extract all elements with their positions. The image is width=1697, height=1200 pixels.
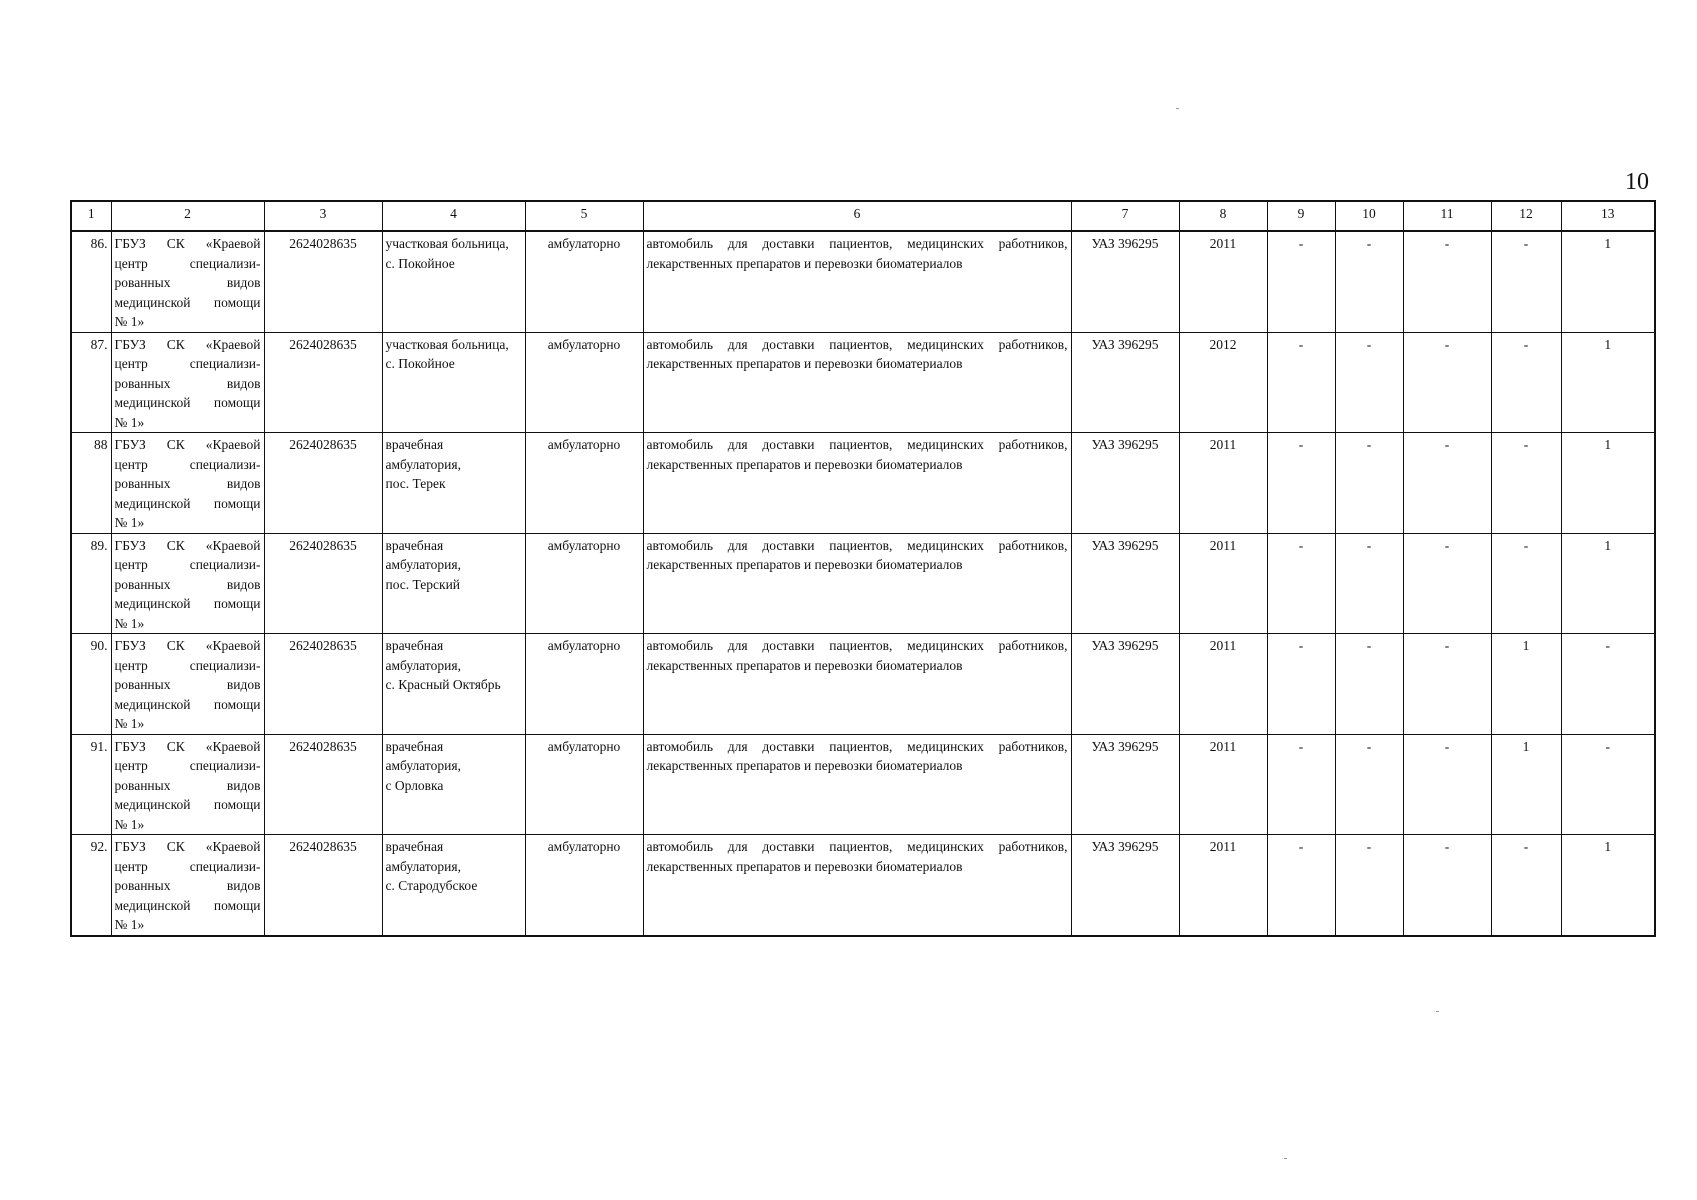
column-header: 2 [111,201,264,231]
table-row [71,332,1655,433]
org-line: центр специализи- [114,557,261,572]
year-cell: 2011 [1179,231,1267,332]
org-line: центр специализи- [114,255,261,271]
org-line: рованных видов [114,878,261,893]
location-line: врачебная [385,638,444,653]
vehicle-model-cell: УАЗ 396295 [1071,734,1179,835]
location-line: с. Стародубское [385,878,478,893]
purpose-line: лекарственных препаратов и перевозки биоматериалов [646,456,963,472]
vehicle-model-cell: УАЗ 396295 [1071,231,1179,332]
value-cell: - [1403,231,1491,332]
purpose-line: лекарственных препаратов и перевозки биоматериалов [646,657,963,673]
scan-speck [1284,1158,1287,1159]
row-number: 92. [71,835,111,936]
value-cell: - [1335,231,1403,332]
org-line: ГБУЗ СК «Краевой [114,236,261,251]
location-line: участковая больница, [385,336,509,352]
value-cell: - [1267,533,1335,634]
value-cell: 1 [1561,835,1655,936]
value-cell: - [1403,634,1491,735]
value-cell: - [1491,835,1561,936]
value-cell: 1 [1561,231,1655,332]
org-line: медицинской помощи [114,897,261,913]
year-cell: 2011 [1179,634,1267,735]
org-line: центр специализи- [114,858,261,874]
value-cell: - [1267,231,1335,332]
column-header: 10 [1335,201,1403,231]
purpose-line: автомобиль для доставки пациентов, медицинских работников, [646,839,1068,854]
value-cell: - [1335,634,1403,735]
location-cell [382,433,525,534]
purpose-cell [643,835,1071,936]
inn-cell: 2624028635 [264,231,382,332]
vehicle-model-cell: УАЗ 396295 [1071,533,1179,634]
org-line: ГБУЗ СК «Краевой [114,738,261,754]
year-cell: 2011 [1179,433,1267,534]
purpose-line: лекарственных препаратов и перевозки биоматериалов [646,557,963,572]
scan-speck [1436,1011,1439,1012]
location-line: участковая больница, [385,236,509,251]
location-line: пос. Терек [385,476,446,491]
purpose-line: автомобиль для доставки пациентов, медицинских работников, [646,738,1068,754]
org-line: рованных видов [114,677,261,692]
location-cell [382,533,525,634]
care-mode-cell: амбулаторно [525,433,643,534]
location-line: пос. Терский [385,576,461,592]
year-cell: 2011 [1179,835,1267,936]
org-line: медицинской помощи [114,596,261,611]
purpose-cell [643,433,1071,534]
purpose-cell [643,634,1071,735]
organization-cell [111,533,264,634]
purpose-line: лекарственных препаратов и перевозки биоматериалов [646,356,963,371]
column-header: 12 [1491,201,1561,231]
purpose-cell [643,533,1071,634]
value-cell: - [1561,734,1655,835]
location-line: с. Красный Октябрь [385,677,501,692]
value-cell: - [1403,332,1491,433]
org-line: ГБУЗ СК «Краевой [114,537,261,553]
value-cell: 1 [1491,734,1561,835]
org-line: центр специализи- [114,657,261,673]
column-header: 6 [643,201,1071,231]
value-cell: - [1335,433,1403,534]
care-mode-cell: амбулаторно [525,734,643,835]
location-line: врачебная [385,437,444,452]
column-header: 7 [1071,201,1179,231]
page-number: 10 [1625,169,1649,195]
value-cell: - [1403,433,1491,534]
value-cell: - [1335,734,1403,835]
row-number: 88 [71,433,111,534]
year-cell: 2012 [1179,332,1267,433]
org-line: медицинской помощи [114,294,261,310]
org-line: рованных видов [114,275,261,290]
location-line: врачебная [385,537,444,553]
vehicle-model-cell: УАЗ 396295 [1071,835,1179,936]
vehicle-model-cell: УАЗ 396295 [1071,332,1179,433]
value-cell: - [1403,835,1491,936]
location-line: амбулатория, [385,758,461,773]
org-line: центр специализи- [114,356,261,371]
care-mode-cell: амбулаторно [525,332,643,433]
org-line: № 1» [114,414,145,430]
value-cell: - [1267,734,1335,835]
value-cell: 1 [1561,533,1655,634]
column-header: 4 [382,201,525,231]
value-cell: - [1335,533,1403,634]
organization-cell [111,634,264,735]
purpose-line: автомобиль для доставки пациентов, медицинских работников, [646,236,1068,251]
care-mode-cell: амбулаторно [525,634,643,735]
inn-cell: 2624028635 [264,533,382,634]
purpose-cell [643,332,1071,433]
purpose-line: автомобиль для доставки пациентов, медицинских работников, [646,537,1068,553]
location-line: с. Покойное [385,255,455,271]
purpose-line: лекарственных препаратов и перевозки биоматериалов [646,858,963,874]
location-line: с. Покойное [385,356,455,371]
column-header: 9 [1267,201,1335,231]
care-mode-cell: амбулаторно [525,533,643,634]
year-cell: 2011 [1179,734,1267,835]
value-cell: - [1491,533,1561,634]
purpose-cell [643,231,1071,332]
inn-cell: 2624028635 [264,332,382,433]
org-line: № 1» [114,314,145,329]
care-mode-cell: амбулаторно [525,835,643,936]
purpose-line: лекарственных препаратов и перевозки биоматериалов [646,255,963,271]
location-line: амбулатория, [385,657,461,673]
location-line: врачебная [385,738,444,754]
purpose-line: автомобиль для доставки пациентов, медицинских работников, [646,437,1068,452]
table-row [71,634,1655,735]
value-cell: - [1335,835,1403,936]
table-row [71,835,1655,936]
org-line: центр специализи- [114,456,261,472]
vehicle-model-cell: УАЗ 396295 [1071,634,1179,735]
location-line: амбулатория, [385,557,461,572]
vehicle-model-cell: УАЗ 396295 [1071,433,1179,534]
vehicle-registry-table [70,200,1656,937]
org-line: рованных видов [114,375,261,391]
row-number: 89. [71,533,111,634]
value-cell: - [1267,332,1335,433]
column-header: 11 [1403,201,1491,231]
org-line: № 1» [114,515,145,530]
value-cell: 1 [1491,634,1561,735]
organization-cell [111,734,264,835]
column-header: 3 [264,201,382,231]
inn-cell: 2624028635 [264,634,382,735]
purpose-line: лекарственных препаратов и перевозки биоматериалов [646,758,963,773]
location-cell [382,634,525,735]
value-cell: - [1267,634,1335,735]
location-line: амбулатория, [385,858,461,874]
value-cell: - [1267,433,1335,534]
table-row [71,231,1655,332]
value-cell: - [1403,533,1491,634]
value-cell: - [1267,835,1335,936]
organization-cell [111,332,264,433]
location-cell [382,734,525,835]
inn-cell: 2624028635 [264,835,382,936]
location-line: амбулатория, [385,456,461,472]
table-row [71,533,1655,634]
purpose-line: автомобиль для доставки пациентов, медицинских работников, [646,336,1068,352]
location-cell [382,231,525,332]
org-line: ГБУЗ СК «Краевой [114,638,261,653]
value-cell: - [1491,332,1561,433]
value-cell: - [1335,332,1403,433]
org-line: ГБУЗ СК «Краевой [114,336,261,352]
year-cell: 2011 [1179,533,1267,634]
table-row [71,433,1655,534]
inn-cell: 2624028635 [264,433,382,534]
column-number-row [71,201,1655,231]
column-header: 13 [1561,201,1655,231]
row-number: 90. [71,634,111,735]
organization-cell [111,835,264,936]
organization-cell [111,231,264,332]
org-line: рованных видов [114,476,261,491]
org-line: медицинской помощи [114,696,261,712]
value-cell: - [1491,433,1561,534]
location-line: врачебная [385,839,444,854]
org-line: № 1» [114,615,145,631]
org-line: рованных видов [114,777,261,793]
org-line: № 1» [114,716,145,731]
org-line: № 1» [114,816,145,832]
org-line: рованных видов [114,576,261,592]
value-cell: 1 [1561,332,1655,433]
row-number: 91. [71,734,111,835]
table-row [71,734,1655,835]
inn-cell: 2624028635 [264,734,382,835]
value-cell: - [1561,634,1655,735]
organization-cell [111,433,264,534]
column-header: 1 [71,201,111,231]
location-line: с Орловка [385,777,444,793]
purpose-line: автомобиль для доставки пациентов, медицинских работников, [646,638,1068,653]
org-line: № 1» [114,917,145,932]
org-line: ГБУЗ СК «Краевой [114,437,261,452]
org-line: центр специализи- [114,758,261,773]
value-cell: - [1491,231,1561,332]
value-cell: - [1403,734,1491,835]
care-mode-cell: амбулаторно [525,231,643,332]
location-cell [382,332,525,433]
org-line: медицинской помощи [114,395,261,410]
location-cell [382,835,525,936]
org-line: медицинской помощи [114,495,261,511]
row-number: 87. [71,332,111,433]
value-cell: 1 [1561,433,1655,534]
row-number: 86. [71,231,111,332]
scan-speck [1176,108,1179,109]
purpose-cell [643,734,1071,835]
org-line: медицинской помощи [114,797,261,812]
column-header: 5 [525,201,643,231]
org-line: ГБУЗ СК «Краевой [114,839,261,854]
column-header: 8 [1179,201,1267,231]
